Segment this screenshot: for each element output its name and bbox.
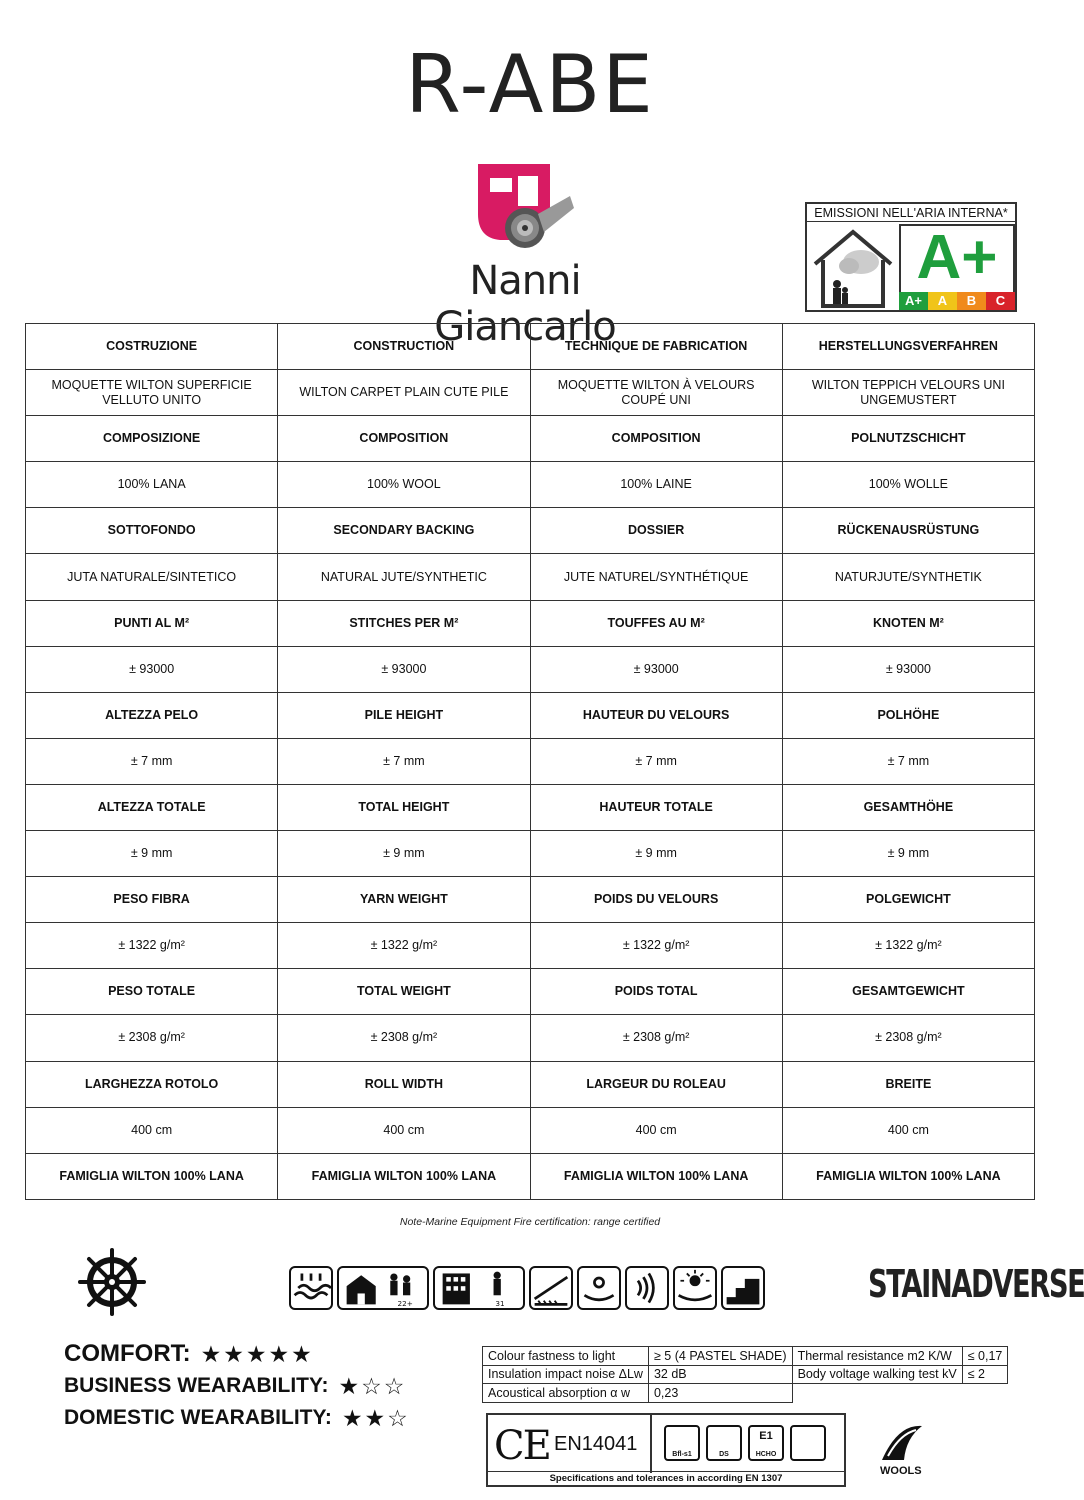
spec-cell: ± 2308 g/m²	[530, 1015, 782, 1061]
ship-helm-icon	[78, 1248, 146, 1316]
spec-header-row	[26, 784, 1035, 830]
emission-scale-cell: A+	[899, 292, 928, 310]
spec-value-row	[26, 646, 1035, 692]
spec-cell: CONSTRUCTION	[278, 324, 530, 370]
spec-cell: POLNUTZSCHICHT	[782, 416, 1034, 462]
spec-cell: POLHÖHE	[782, 692, 1034, 738]
domestic-rating	[64, 1402, 410, 1434]
antistatic-icon	[790, 1425, 826, 1461]
underfloor-heating-icon	[289, 1266, 333, 1310]
ce-icon-label: DS	[719, 1451, 729, 1458]
comfort-rating	[64, 1338, 410, 1370]
brand-name: Nanni Giancarlo	[434, 258, 616, 350]
spec-cell: TOTAL HEIGHT	[278, 784, 530, 830]
slip-resistance-icon	[706, 1425, 742, 1461]
spec-cell: PILE HEIGHT	[278, 692, 530, 738]
ce-footer: Specifications and tolerances in according EN 1307	[488, 1471, 844, 1485]
spec-cell: ± 2308 g/m²	[782, 1015, 1034, 1061]
spec-cell: ± 1322 g/m²	[530, 923, 782, 969]
spec-cell: WILTON TEPPICH VELOURS UNI UNGEMUSTERT	[782, 370, 1034, 416]
acoustic-icon	[577, 1266, 621, 1310]
spec-cell: BREITE	[782, 1061, 1034, 1107]
spec-header-row	[26, 877, 1035, 923]
spec-cell: ± 9 mm	[26, 831, 278, 877]
spec-header-row	[26, 416, 1035, 462]
performance-row	[483, 1347, 1008, 1366]
spec-cell: KNOTEN M²	[782, 600, 1034, 646]
spec-cell: FAMIGLIA WILTON 100% LANA	[278, 1153, 530, 1199]
spec-cell: ± 93000	[530, 646, 782, 692]
spec-cell: COMPOSITION	[530, 416, 782, 462]
spec-value-row	[26, 923, 1035, 969]
business-label: BUSINESS WEARABILITY:	[64, 1374, 329, 1397]
domestic-use-icon	[337, 1266, 429, 1310]
performance-row	[483, 1384, 1008, 1403]
spec-header-row	[26, 508, 1035, 554]
spec-cell: YARN WEIGHT	[278, 877, 530, 923]
spec-cell: DOSSIER	[530, 508, 782, 554]
usage-icons	[289, 1266, 765, 1310]
emission-label	[805, 202, 1017, 312]
performance-cell: ≤ 0,17	[962, 1347, 1008, 1366]
sound-absorption-icon	[625, 1266, 669, 1310]
spec-value-row	[26, 738, 1035, 784]
spec-cell: JUTE NATUREL/SYNTHÉTIQUE	[530, 554, 782, 600]
emission-scale-cell: B	[957, 292, 986, 310]
spec-header-row	[26, 1153, 1035, 1199]
spec-cell: RÜCKENAUSRÜSTUNG	[782, 508, 1034, 554]
fire-class-icon	[664, 1425, 700, 1461]
spec-cell: TOUFFES AU M²	[530, 600, 782, 646]
spec-value-row	[26, 554, 1035, 600]
emission-title: EMISSIONI NELL'ARIA INTERNA*	[807, 204, 1015, 222]
business-rating	[64, 1370, 410, 1402]
spec-cell: ± 93000	[26, 646, 278, 692]
business-stars: ★☆☆	[338, 1372, 407, 1399]
spec-cell: SECONDARY BACKING	[278, 508, 530, 554]
spec-cell: ALTEZZA PELO	[26, 692, 278, 738]
nanni-giancarlo-logo	[470, 158, 580, 258]
spec-cell: FAMIGLIA WILTON 100% LANA	[26, 1153, 278, 1199]
spec-header-row	[26, 1061, 1035, 1107]
stainadverse-logo: STAINADVERSE	[868, 1262, 1084, 1306]
domestic-label: DOMESTIC WEARABILITY:	[64, 1406, 332, 1429]
spec-cell: HERSTELLUNGSVERFAHREN	[782, 324, 1034, 370]
spec-value-row	[26, 1107, 1035, 1153]
spec-cell: COSTRUZIONE	[26, 324, 278, 370]
spec-cell: FAMIGLIA WILTON 100% LANA	[782, 1153, 1034, 1199]
spec-cell: JUTA NATURALE/SINTETICO	[26, 554, 278, 600]
spec-cell: ± 2308 g/m²	[26, 1015, 278, 1061]
performance-cell: Thermal resistance m2 K/W	[792, 1347, 962, 1366]
spec-value-row	[26, 370, 1035, 416]
spec-cell: NATURJUTE/SYNTHETIK	[782, 554, 1034, 600]
certification-note: Note-Marine Equipment Fire certification: range certified	[399, 1216, 661, 1228]
emission-scale	[899, 292, 1015, 310]
wools-of-new-zealand-logo	[878, 1420, 928, 1482]
performance-cell: Insulation impact noise ΔLw	[483, 1365, 649, 1384]
spec-cell: FAMIGLIA WILTON 100% LANA	[530, 1153, 782, 1199]
ce-icon-label: HCHO	[755, 1451, 777, 1458]
emission-scale-cell: C	[986, 292, 1015, 310]
spec-cell: MOQUETTE WILTON SUPERFICIE VELLUTO UNITO	[26, 370, 278, 416]
spec-cell: ± 1322 g/m²	[278, 923, 530, 969]
spec-cell: LARGHEZZA ROTOLO	[26, 1061, 278, 1107]
ce-certification-box	[486, 1413, 846, 1487]
spec-value-row	[26, 831, 1035, 877]
spec-cell: ± 9 mm	[530, 831, 782, 877]
spec-cell: PESO FIBRA	[26, 877, 278, 923]
spec-header-row	[26, 324, 1035, 370]
spec-cell: PUNTI AL M²	[26, 600, 278, 646]
performance-cell: 0,23	[648, 1384, 792, 1403]
wools-text: WOOLS	[880, 1465, 922, 1477]
spec-cell: ± 93000	[278, 646, 530, 692]
ratings	[64, 1338, 410, 1434]
spec-cell: ± 1322 g/m²	[782, 923, 1034, 969]
spec-cell: ± 2308 g/m²	[278, 1015, 530, 1061]
spec-cell: ROLL WIDTH	[278, 1061, 530, 1107]
spec-header-row	[26, 600, 1035, 646]
spec-cell: STITCHES PER M²	[278, 600, 530, 646]
ce-icon-top: E1	[759, 1430, 773, 1442]
spec-cell: 400 cm	[278, 1107, 530, 1153]
comfort-label: COMFORT:	[64, 1340, 191, 1367]
spec-cell: TOTAL WEIGHT	[278, 969, 530, 1015]
spec-cell: ± 1322 g/m²	[26, 923, 278, 969]
spec-cell: TECHNIQUE DE FABRICATION	[530, 324, 782, 370]
spec-value-row	[26, 462, 1035, 508]
performance-cell	[792, 1384, 962, 1403]
ce-mark: CE	[494, 1423, 550, 1469]
spec-cell: LARGEUR DU ROLEAU	[530, 1061, 782, 1107]
spec-cell: SOTTOFONDO	[26, 508, 278, 554]
spec-cell: 400 cm	[530, 1107, 782, 1153]
ce-icon-label: Bfl-s1	[672, 1451, 692, 1458]
performance-cell: ≤ 2	[962, 1365, 1008, 1384]
spec-cell: ± 93000	[782, 646, 1034, 692]
house-icon	[811, 226, 895, 308]
spec-cell: MOQUETTE WILTON À VELOURS COUPÉ UNI	[530, 370, 782, 416]
spec-cell: ALTEZZA TOTALE	[26, 784, 278, 830]
stairs-icon	[721, 1266, 765, 1310]
office-badge: 31	[495, 1299, 505, 1309]
performance-cell: 32 dB	[648, 1365, 792, 1384]
spec-cell: ± 7 mm	[278, 738, 530, 784]
spec-table	[25, 323, 1035, 1200]
spec-cell: COMPOSITION	[278, 416, 530, 462]
spec-header-row	[26, 969, 1035, 1015]
ce-icons	[664, 1425, 826, 1461]
spec-cell: HAUTEUR TOTALE	[530, 784, 782, 830]
spec-cell: POIDS DU VELOURS	[530, 877, 782, 923]
domestic-stars: ★★☆	[341, 1404, 410, 1431]
house-badge: 22+	[397, 1299, 413, 1309]
emission-grade-box	[899, 224, 1015, 294]
spec-cell: HAUTEUR DU VELOURS	[530, 692, 782, 738]
spec-value-row	[26, 1015, 1035, 1061]
spec-cell: ± 7 mm	[782, 738, 1034, 784]
performance-table	[482, 1346, 1008, 1403]
spec-cell: GESAMTHÖHE	[782, 784, 1034, 830]
spec-cell: 100% WOOL	[278, 462, 530, 508]
comfort-stars: ★★★★★	[200, 1340, 314, 1367]
spec-cell: POIDS TOTAL	[530, 969, 782, 1015]
spec-cell: ± 7 mm	[530, 738, 782, 784]
spec-cell: ± 9 mm	[782, 831, 1034, 877]
spec-cell: WILTON CARPET PLAIN CUTE PILE	[278, 370, 530, 416]
spec-cell: ± 9 mm	[278, 831, 530, 877]
spec-cell: 100% LANA	[26, 462, 278, 508]
spec-cell: 400 cm	[782, 1107, 1034, 1153]
office-use-icon	[433, 1266, 525, 1310]
spec-cell: 400 cm	[26, 1107, 278, 1153]
emission-grade: A+	[916, 223, 998, 292]
spec-cell: ± 7 mm	[26, 738, 278, 784]
spec-cell: POLGEWICHT	[782, 877, 1034, 923]
spec-cell: NATURAL JUTE/SYNTHETIC	[278, 554, 530, 600]
spec-header-row	[26, 692, 1035, 738]
stairs-use-icon	[529, 1266, 573, 1310]
performance-cell	[962, 1384, 1008, 1403]
ce-divider	[650, 1415, 652, 1473]
spec-cell: GESAMTGEWICHT	[782, 969, 1034, 1015]
performance-row	[483, 1365, 1008, 1384]
formaldehyde-icon	[748, 1425, 784, 1461]
spec-cell: 100% WOLLE	[782, 462, 1034, 508]
spec-cell: 100% LAINE	[530, 462, 782, 508]
spec-cell: COMPOSIZIONE	[26, 416, 278, 462]
page-title: R-ABE	[405, 38, 655, 131]
performance-cell: Acoustical absorption α w	[483, 1384, 649, 1403]
ce-standard: EN14041	[554, 1433, 638, 1455]
performance-cell: Colour fastness to light	[483, 1347, 649, 1366]
light-fastness-icon	[673, 1266, 717, 1310]
performance-cell: Body voltage walking test kV	[792, 1365, 962, 1384]
emission-scale-cell: A	[928, 292, 957, 310]
performance-cell: ≥ 5 (4 PASTEL SHADE)	[648, 1347, 792, 1366]
spec-cell: PESO TOTALE	[26, 969, 278, 1015]
